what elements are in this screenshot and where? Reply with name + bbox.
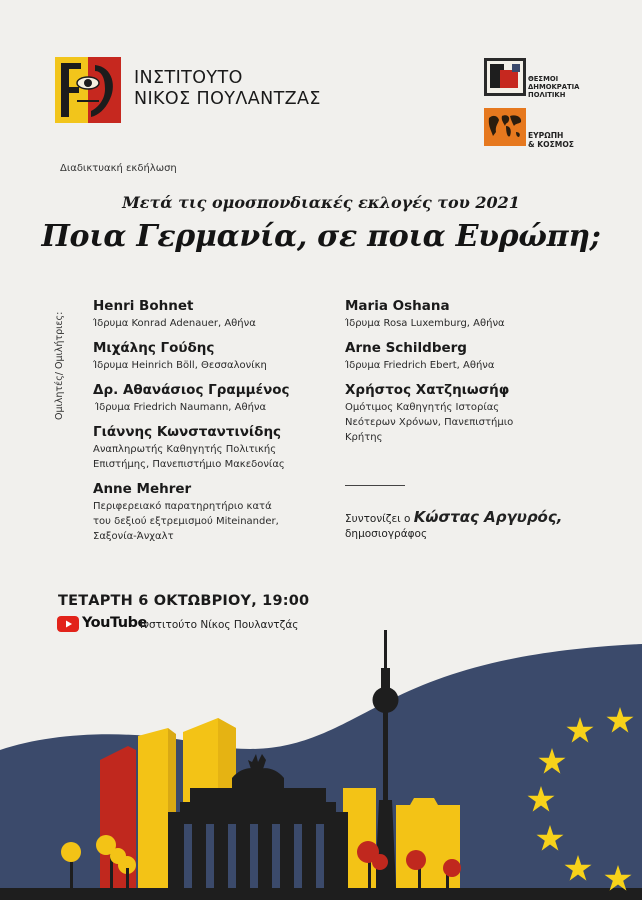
program-name-europe — [528, 131, 574, 149]
program-logo-europe — [484, 108, 526, 146]
speaker-affiliation: Ίδρυμα Rosa Luxemburg, Αθήνα — [345, 318, 505, 329]
speaker-michalis-goudis — [93, 340, 333, 373]
program-logo-democracy — [484, 58, 526, 96]
institute-name-line2: ΝΙΚΟΣ ΠΟΥΛΑΝΤΖΑΣ — [134, 89, 321, 109]
institute-name-line1: ΙΝΣΤΙΤΟΥΤΟ — [134, 68, 243, 88]
speaker-name: Μιχάλης Γούδης — [93, 340, 215, 356]
event-type: Διαδικτυακή εκδήλωση — [60, 163, 177, 174]
speaker-name: Χρήστος Χατζηιωσήφ — [345, 382, 510, 398]
coordinator-name: Κώστας Αργυρός, — [413, 508, 563, 526]
separator-line — [345, 485, 405, 486]
program-name-europe-line1: ΕΥΡΩΠΗ — [528, 131, 564, 140]
speaker-name: Anne Mehrer — [93, 481, 192, 497]
speaker-affiliation-line1: Περιφερειακό παρατηρητήριο κατά — [93, 501, 272, 512]
speaker-affiliation-line3: Κρήτης — [345, 432, 383, 443]
speaker-affiliation-line2: Επιστήμης, Πανεπιστήμιο Μακεδονίας — [93, 459, 285, 470]
speaker-athanasios-grammenos — [93, 382, 333, 415]
speaker-affiliation: Ίδρυμα Friedrich Ebert, Αθήνα — [345, 360, 495, 371]
youtube-channel-name[interactable]: Ινστιτούτο Νίκος Πουλαντζάς — [140, 619, 299, 631]
speaker-anne-mehrer — [93, 481, 333, 544]
speaker-name: Henri Bohnet — [93, 298, 194, 314]
speaker-maria-oshana — [345, 298, 585, 331]
speaker-arne-schildberg — [345, 340, 585, 373]
speakers-label-container — [54, 298, 68, 418]
speaker-affiliation-line2: του δεξιού εξτρεμισμού Miteinander, — [93, 516, 279, 527]
institute-logo — [55, 57, 121, 123]
speaker-affiliation-line1: Αναπληρωτής Καθηγητής Πολιτικής — [93, 444, 277, 455]
program-name-europe-line2: & ΚΟΣΜΟΣ — [528, 140, 574, 149]
speaker-affiliation-line2: Νεότερων Χρόνων, Πανεπιστήμιο — [345, 417, 514, 428]
institute-name — [134, 68, 321, 110]
program-name-democracy-line1: ΘΕΣΜΟΙ — [528, 75, 559, 83]
coordinator-prefix: Συντονίζει ο — [345, 513, 411, 525]
coordinator-role: δημοσιογράφος — [345, 528, 428, 540]
speaker-name: Γιάννης Κωνσταντινίδης — [93, 424, 282, 440]
speaker-affiliation-line3: Σαξονία-Άνχαλτ — [93, 531, 174, 542]
youtube-wordmark[interactable]: YouTube — [82, 615, 147, 631]
speaker-henri-bohnet — [93, 298, 333, 331]
berlin-skyline-illustration — [0, 620, 642, 900]
event-title: Ποια Γερμανία, σε ποια Ευρώπη; — [41, 219, 601, 254]
event-date: ΤΕΤΑΡΤΗ 6 ΟΚΤΩΒΡΙΟΥ, 19:00 — [58, 593, 310, 609]
speaker-name: Arne Schildberg — [345, 340, 467, 356]
speaker-name: Δρ. Αθανάσιος Γραμμένος — [93, 382, 290, 398]
speakers-label: Ομιλητές/ Ομιλήτριες: — [54, 311, 65, 420]
program-name-democracy-line3: ΠΟΛΙΤΙΚΗ — [528, 91, 566, 99]
speaker-name: Maria Oshana — [345, 298, 450, 314]
speaker-affiliation: Ίδρυμα Konrad Adenauer, Αθήνα — [93, 318, 256, 329]
speaker-affiliation: Ίδρυμα Friedrich Naumann, Αθήνα — [95, 402, 267, 413]
speaker-christos-chatziiosif — [345, 382, 585, 445]
speaker-affiliation-line1: Ομότιμος Καθηγητής Ιστορίας — [345, 402, 500, 413]
coordinator — [345, 510, 562, 542]
event-subtitle: Μετά τις ομοσπονδιακές εκλογές του 2021 — [122, 193, 520, 212]
speaker-giannis-konstantinidis — [93, 424, 333, 472]
program-name-democracy-line2: ΔΗΜΟΚΡΑΤΙΑ — [528, 83, 580, 91]
speaker-affiliation: Ίδρυμα Heinrich Böll, Θεσσαλονίκη — [93, 360, 267, 371]
program-name-democracy — [528, 75, 579, 99]
ground-strip — [0, 888, 642, 900]
